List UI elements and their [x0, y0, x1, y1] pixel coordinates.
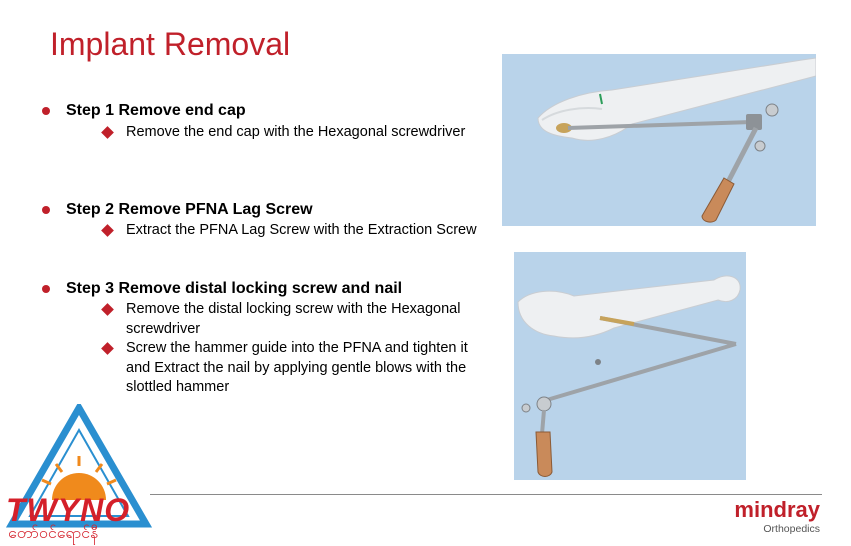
step-1-item-1: Remove the end cap with the Hexagonal screwdriver [126, 124, 466, 140]
step-2-item-1: Extract the PFNA Lag Screw with the Extraction Screw [126, 222, 477, 238]
page-title: Implant Removal [50, 26, 291, 62]
step-3-item-2: Screw the hammer guide into the PFNA and tighten it and Extract the nail by applying gentle blows with the slottled hammer [126, 340, 468, 395]
diamond-bullet-icon [101, 303, 114, 316]
diamond-bullet-icon [101, 224, 114, 237]
mindray-wordmark: mindray [734, 497, 820, 522]
twyno-logo [4, 404, 154, 540]
orthopedics-label: Orthopedics [763, 523, 820, 535]
step-2 [38, 200, 508, 241]
diamond-bullet-icon [101, 342, 114, 355]
end-cap-removal-photo [502, 54, 816, 226]
step-3-item-1: Remove the distal locking screw with the Hexagonal screwdriver [126, 301, 461, 337]
femur-hammer-illustration [514, 252, 746, 480]
step-3 [38, 279, 508, 398]
twyno-wordmark: TWYNO [6, 492, 131, 528]
nail-extraction-photo [514, 252, 746, 480]
footer-divider [150, 494, 822, 495]
step-3-heading: Step 3 Remove distal locking screw and nail [66, 280, 403, 297]
step-2-heading: Step 2 Remove PFNA Lag Screw [66, 201, 313, 218]
bullet-dot [42, 107, 50, 115]
bullet-dot [42, 206, 50, 214]
bullet-dot [42, 285, 50, 293]
step-1-heading: Step 1 Remove end cap [66, 102, 246, 119]
mindray-logo [716, 497, 820, 537]
twyno-script-text: တော်ဝင်ရောင်နီ [8, 525, 99, 542]
femur-screwdriver-illustration [502, 54, 816, 226]
step-1 [38, 101, 508, 143]
diamond-bullet-icon [101, 126, 114, 139]
